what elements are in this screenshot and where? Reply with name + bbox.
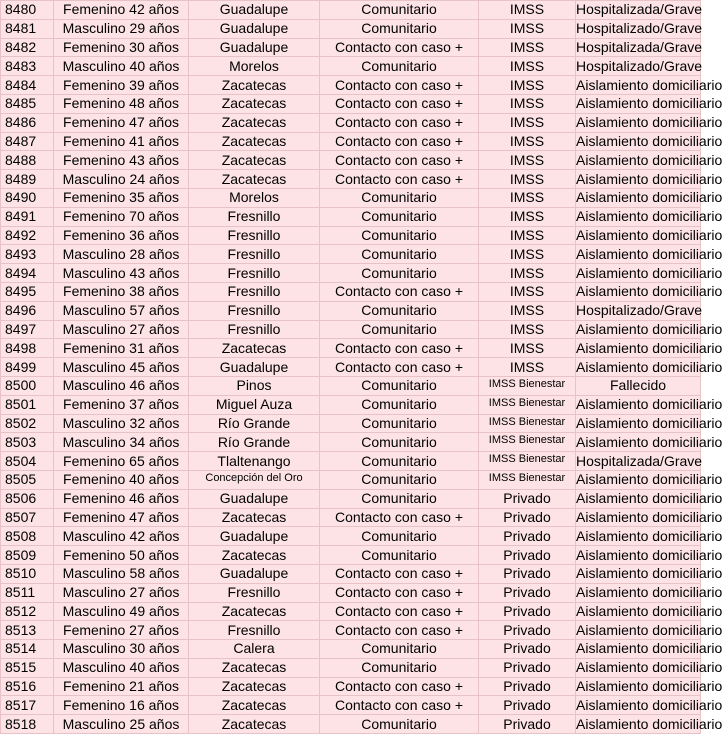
transmission-cell: Contacto con caso + xyxy=(320,583,479,602)
case-id-cell: 8489 xyxy=(1,170,54,189)
transmission-cell: Contacto con caso + xyxy=(320,170,479,189)
sex-age-cell: Femenino 70 años xyxy=(54,207,189,226)
transmission-cell: Comunitario xyxy=(320,188,479,207)
sex-age-cell: Masculino 25 años xyxy=(54,715,189,734)
table-row xyxy=(1,696,701,715)
case-id-cell: 8515 xyxy=(1,658,54,677)
institution-cell: IMSS xyxy=(479,170,576,189)
status-cell: Aislamiento domiciliario xyxy=(576,527,722,544)
status-cell: Aislamiento domiciliario xyxy=(576,508,722,525)
sex-age-cell: Femenino 65 años xyxy=(54,452,189,471)
status-cell: Aislamiento domiciliario xyxy=(576,396,722,413)
sex-age-cell: Femenino 37 años xyxy=(54,395,189,414)
institution-cell: IMSS Bienestar xyxy=(479,452,576,471)
sex-age-cell: Masculino 29 años xyxy=(54,19,189,38)
institution-cell: IMSS xyxy=(479,57,576,76)
sex-age-cell: Masculino 43 años xyxy=(54,264,189,283)
transmission-cell: Contacto con caso + xyxy=(320,132,479,151)
sex-age-cell: Masculino 24 años xyxy=(54,170,189,189)
institution-cell: Privado xyxy=(479,564,576,583)
status-cell: Aislamiento domiciliario xyxy=(576,95,722,112)
case-id-cell: 8493 xyxy=(1,245,54,264)
case-id-cell: 8492 xyxy=(1,226,54,245)
transmission-cell: Contacto con caso + xyxy=(320,602,479,621)
transmission-cell: Comunitario xyxy=(320,207,479,226)
status-cell: Aislamiento domiciliario xyxy=(576,584,722,601)
table-row xyxy=(1,151,701,170)
table-row xyxy=(1,621,701,640)
status-cell: Aislamiento domiciliario xyxy=(576,283,722,300)
status-cell: Aislamiento domiciliario xyxy=(576,132,722,149)
municipality-cell: Zacatecas xyxy=(189,132,320,151)
table-row xyxy=(1,470,701,489)
case-id-cell: 8501 xyxy=(1,395,54,414)
institution-cell: Privado xyxy=(479,546,576,565)
sex-age-cell: Masculino 42 años xyxy=(54,527,189,546)
status-cell: Aislamiento domiciliario xyxy=(576,226,722,243)
institution-cell: Privado xyxy=(479,640,576,659)
municipality-cell: Guadalupe xyxy=(189,19,320,38)
table-row xyxy=(1,226,701,245)
transmission-cell: Comunitario xyxy=(320,19,479,38)
table-row xyxy=(1,658,701,677)
table-row xyxy=(1,583,701,602)
municipality-cell: Zacatecas xyxy=(189,339,320,358)
transmission-cell: Comunitario xyxy=(320,301,479,320)
case-id-cell: 8506 xyxy=(1,489,54,508)
transmission-cell: Comunitario xyxy=(320,1,479,20)
status-cell: Aislamiento domiciliario xyxy=(576,471,722,488)
institution-cell: IMSS xyxy=(479,151,576,170)
transmission-cell: Contacto con caso + xyxy=(320,282,479,301)
institution-cell: Privado xyxy=(479,621,576,640)
municipality-cell: Zacatecas xyxy=(189,170,320,189)
status-cell: Aislamiento domiciliario xyxy=(576,640,722,657)
status-cell: Hospitalizada/Grave xyxy=(576,452,703,469)
status-cell: Hospitalizado/Grave xyxy=(576,20,703,37)
status-cell: Aislamiento domiciliario xyxy=(576,621,722,638)
status-cell: Aislamiento domiciliario xyxy=(576,76,722,93)
institution-cell: IMSS xyxy=(479,19,576,38)
sex-age-cell: Femenino 35 años xyxy=(54,188,189,207)
municipality-cell: Guadalupe xyxy=(189,38,320,57)
institution-cell: Privado xyxy=(479,602,576,621)
municipality-cell: Zacatecas xyxy=(189,602,320,621)
case-id-cell: 8505 xyxy=(1,470,54,489)
institution-cell: Privado xyxy=(479,658,576,677)
status-cell: Fallecido xyxy=(576,376,701,395)
sex-age-cell: Masculino 34 años xyxy=(54,433,189,452)
table-row xyxy=(1,38,701,57)
transmission-cell: Comunitario xyxy=(320,715,479,734)
case-id-cell: 8508 xyxy=(1,527,54,546)
table-row xyxy=(1,188,701,207)
status-cell: Aislamiento domiciliario xyxy=(576,659,722,676)
institution-cell: IMSS Bienestar xyxy=(479,470,576,489)
status-cell: Aislamiento domiciliario xyxy=(576,245,722,262)
status-cell: Aislamiento domiciliario xyxy=(576,114,722,131)
status-cell: Aislamiento domiciliario xyxy=(576,414,722,431)
case-id-cell: 8510 xyxy=(1,564,54,583)
sex-age-cell: Masculino 57 años xyxy=(54,301,189,320)
transmission-cell: Comunitario xyxy=(320,226,479,245)
sex-age-cell: Femenino 47 años xyxy=(54,508,189,527)
institution-cell: IMSS Bienestar xyxy=(479,376,576,395)
status-cell: Aislamiento domiciliario xyxy=(576,490,722,507)
transmission-cell: Comunitario xyxy=(320,452,479,471)
sex-age-cell: Masculino 28 años xyxy=(54,245,189,264)
sex-age-cell: Femenino 36 años xyxy=(54,226,189,245)
sex-age-cell: Masculino 40 años xyxy=(54,658,189,677)
institution-cell: IMSS xyxy=(479,320,576,339)
sex-age-cell: Masculino 58 años xyxy=(54,564,189,583)
sex-age-cell: Femenino 39 años xyxy=(54,76,189,95)
municipality-cell: Fresnillo xyxy=(189,301,320,320)
sex-age-cell: Femenino 16 años xyxy=(54,696,189,715)
case-id-cell: 8494 xyxy=(1,264,54,283)
sex-age-cell: Femenino 50 años xyxy=(54,546,189,565)
municipality-cell: Fresnillo xyxy=(189,282,320,301)
sex-age-cell: Femenino 31 años xyxy=(54,339,189,358)
table-row xyxy=(1,1,701,20)
table-row xyxy=(1,170,701,189)
sex-age-cell: Masculino 40 años xyxy=(54,57,189,76)
institution-cell: IMSS xyxy=(479,207,576,226)
sex-age-cell: Femenino 40 años xyxy=(54,470,189,489)
case-id-cell: 8500 xyxy=(1,376,54,395)
table-row xyxy=(1,452,701,471)
municipality-cell: Zacatecas xyxy=(189,76,320,95)
status-cell: Aislamiento domiciliario xyxy=(576,358,722,375)
sex-age-cell: Masculino 32 años xyxy=(54,414,189,433)
sex-age-cell: Femenino 41 años xyxy=(54,132,189,151)
case-id-cell: 8509 xyxy=(1,546,54,565)
municipality-cell: Fresnillo xyxy=(189,264,320,283)
transmission-cell: Contacto con caso + xyxy=(320,76,479,95)
sex-age-cell: Femenino 46 años xyxy=(54,489,189,508)
institution-cell: IMSS xyxy=(479,188,576,207)
case-id-cell: 8502 xyxy=(1,414,54,433)
municipality-cell: Calera xyxy=(189,640,320,659)
status-cell: Hospitalizada/Grave xyxy=(576,1,703,18)
sex-age-cell: Masculino 30 años xyxy=(54,640,189,659)
table-row xyxy=(1,19,701,38)
table-row xyxy=(1,395,701,414)
case-id-cell: 8511 xyxy=(1,583,54,602)
status-cell: Aislamiento domiciliario xyxy=(576,339,722,356)
municipality-cell: Tlaltenango xyxy=(189,452,320,471)
institution-cell: Privado xyxy=(479,489,576,508)
transmission-cell: Contacto con caso + xyxy=(320,621,479,640)
municipality-cell: Guadalupe xyxy=(189,527,320,546)
case-id-cell: 8488 xyxy=(1,151,54,170)
transmission-cell: Contacto con caso + xyxy=(320,113,479,132)
transmission-cell: Comunitario xyxy=(320,57,479,76)
municipality-cell: Río Grande xyxy=(189,414,320,433)
status-cell: Aislamiento domiciliario xyxy=(576,170,722,187)
sex-age-cell: Masculino 49 años xyxy=(54,602,189,621)
sex-age-cell: Femenino 21 años xyxy=(54,677,189,696)
transmission-cell: Comunitario xyxy=(320,376,479,395)
institution-cell: IMSS xyxy=(479,264,576,283)
case-id-cell: 8516 xyxy=(1,677,54,696)
sex-age-cell: Masculino 45 años xyxy=(54,358,189,377)
table-row xyxy=(1,508,701,527)
municipality-cell: Concepción del Oro xyxy=(189,470,320,489)
status-cell: Aislamiento domiciliario xyxy=(576,678,722,695)
case-id-cell: 8483 xyxy=(1,57,54,76)
transmission-cell: Comunitario xyxy=(320,320,479,339)
case-id-cell: 8517 xyxy=(1,696,54,715)
case-id-cell: 8512 xyxy=(1,602,54,621)
municipality-cell: Guadalupe xyxy=(189,489,320,508)
institution-cell: IMSS xyxy=(479,76,576,95)
case-id-cell: 8480 xyxy=(1,1,54,20)
transmission-cell: Contacto con caso + xyxy=(320,94,479,113)
status-cell: Aislamiento domiciliario xyxy=(576,696,722,713)
case-id-cell: 8482 xyxy=(1,38,54,57)
transmission-cell: Contacto con caso + xyxy=(320,38,479,57)
case-id-cell: 8507 xyxy=(1,508,54,527)
case-id-cell: 8495 xyxy=(1,282,54,301)
municipality-cell: Zacatecas xyxy=(189,94,320,113)
municipality-cell: Zacatecas xyxy=(189,696,320,715)
municipality-cell: Zacatecas xyxy=(189,113,320,132)
municipality-cell: Miguel Auza xyxy=(189,395,320,414)
institution-cell: Privado xyxy=(479,715,576,734)
institution-cell: IMSS xyxy=(479,38,576,57)
status-cell: Aislamiento domiciliario xyxy=(576,602,722,619)
case-id-cell: 8498 xyxy=(1,339,54,358)
status-cell: Aislamiento domiciliario xyxy=(576,208,722,225)
case-id-cell: 8484 xyxy=(1,76,54,95)
case-id-cell: 8487 xyxy=(1,132,54,151)
table-row xyxy=(1,527,701,546)
case-id-cell: 8503 xyxy=(1,433,54,452)
transmission-cell: Comunitario xyxy=(320,658,479,677)
case-id-cell: 8514 xyxy=(1,640,54,659)
case-id-cell: 8485 xyxy=(1,94,54,113)
table-row xyxy=(1,245,701,264)
case-id-cell: 8496 xyxy=(1,301,54,320)
table-row xyxy=(1,677,701,696)
sex-age-cell: Femenino 47 años xyxy=(54,113,189,132)
municipality-cell: Río Grande xyxy=(189,433,320,452)
sex-age-cell: Masculino 46 años xyxy=(54,376,189,395)
institution-cell: IMSS xyxy=(479,282,576,301)
municipality-cell: Guadalupe xyxy=(189,358,320,377)
transmission-cell: Comunitario xyxy=(320,470,479,489)
case-id-cell: 8513 xyxy=(1,621,54,640)
transmission-cell: Contacto con caso + xyxy=(320,358,479,377)
sex-age-cell: Femenino 38 años xyxy=(54,282,189,301)
case-id-cell: 8481 xyxy=(1,19,54,38)
institution-cell: IMSS Bienestar xyxy=(479,395,576,414)
institution-cell: IMSS Bienestar xyxy=(479,433,576,452)
sex-age-cell: Femenino 48 años xyxy=(54,94,189,113)
institution-cell: Privado xyxy=(479,677,576,696)
table-row xyxy=(1,94,701,113)
table-row xyxy=(1,433,701,452)
institution-cell: IMSS xyxy=(479,94,576,113)
table-row xyxy=(1,207,701,226)
table-row xyxy=(1,76,701,95)
status-cell: Aislamiento domiciliario xyxy=(576,433,722,450)
municipality-cell: Fresnillo xyxy=(189,583,320,602)
municipality-cell: Fresnillo xyxy=(189,621,320,640)
institution-cell: IMSS xyxy=(479,358,576,377)
table-row xyxy=(1,640,701,659)
table-row xyxy=(1,339,701,358)
municipality-cell: Zacatecas xyxy=(189,508,320,527)
table-row xyxy=(1,132,701,151)
table-row xyxy=(1,564,701,583)
transmission-cell: Comunitario xyxy=(320,433,479,452)
transmission-cell: Comunitario xyxy=(320,264,479,283)
institution-cell: Privado xyxy=(479,508,576,527)
status-cell: Aislamiento domiciliario xyxy=(576,546,722,563)
municipality-cell: Guadalupe xyxy=(189,1,320,20)
institution-cell: IMSS Bienestar xyxy=(479,414,576,433)
municipality-cell: Zacatecas xyxy=(189,151,320,170)
status-cell: Aislamiento domiciliario xyxy=(576,320,722,337)
sex-age-cell: Masculino 27 años xyxy=(54,583,189,602)
institution-cell: IMSS xyxy=(479,301,576,320)
transmission-cell: Contacto con caso + xyxy=(320,339,479,358)
status-cell: Aislamiento domiciliario xyxy=(576,715,722,732)
municipality-cell: Fresnillo xyxy=(189,207,320,226)
table-row xyxy=(1,320,701,339)
municipality-cell: Zacatecas xyxy=(189,715,320,734)
transmission-cell: Comunitario xyxy=(320,245,479,264)
transmission-cell: Comunitario xyxy=(320,546,479,565)
table-row xyxy=(1,546,701,565)
transmission-cell: Contacto con caso + xyxy=(320,151,479,170)
table-row xyxy=(1,264,701,283)
case-id-cell: 8486 xyxy=(1,113,54,132)
case-id-cell: 8518 xyxy=(1,715,54,734)
case-id-cell: 8504 xyxy=(1,452,54,471)
municipality-cell: Zacatecas xyxy=(189,677,320,696)
municipality-cell: Fresnillo xyxy=(189,245,320,264)
institution-cell: IMSS xyxy=(479,1,576,20)
transmission-cell: Contacto con caso + xyxy=(320,677,479,696)
transmission-cell: Comunitario xyxy=(320,395,479,414)
status-cell: Aislamiento domiciliario xyxy=(576,151,722,168)
municipality-cell: Morelos xyxy=(189,188,320,207)
institution-cell: IMSS xyxy=(479,226,576,245)
transmission-cell: Contacto con caso + xyxy=(320,508,479,527)
institution-cell: IMSS xyxy=(479,113,576,132)
institution-cell: IMSS xyxy=(479,339,576,358)
municipality-cell: Zacatecas xyxy=(189,546,320,565)
sex-age-cell: Femenino 43 años xyxy=(54,151,189,170)
institution-cell: Privado xyxy=(479,527,576,546)
table-row xyxy=(1,376,701,395)
municipality-cell: Pinos xyxy=(189,376,320,395)
table-row xyxy=(1,113,701,132)
status-cell: Hospitalizada/Grave xyxy=(576,38,703,55)
table-row xyxy=(1,414,701,433)
institution-cell: Privado xyxy=(479,583,576,602)
transmission-cell: Comunitario xyxy=(320,489,479,508)
case-id-cell: 8499 xyxy=(1,358,54,377)
case-id-cell: 8490 xyxy=(1,188,54,207)
table-row xyxy=(1,602,701,621)
status-cell: Hospitalizado/Grave xyxy=(576,57,703,74)
transmission-cell: Comunitario xyxy=(320,640,479,659)
table-row xyxy=(1,282,701,301)
cases-table-body xyxy=(1,1,722,734)
municipality-cell: Zacatecas xyxy=(189,658,320,677)
case-id-cell: 8491 xyxy=(1,207,54,226)
municipality-cell: Fresnillo xyxy=(189,226,320,245)
transmission-cell: Comunitario xyxy=(320,527,479,546)
sex-age-cell: Femenino 27 años xyxy=(54,621,189,640)
table-row xyxy=(1,57,701,76)
table-row xyxy=(1,358,701,377)
sex-age-cell: Femenino 42 años xyxy=(54,1,189,20)
status-cell: Aislamiento domiciliario xyxy=(576,565,722,582)
status-cell: Aislamiento domiciliario xyxy=(576,264,722,281)
table-row xyxy=(1,715,701,734)
institution-cell: IMSS xyxy=(479,132,576,151)
transmission-cell: Comunitario xyxy=(320,414,479,433)
table-row xyxy=(1,301,701,320)
table-row xyxy=(1,489,701,508)
institution-cell: IMSS xyxy=(479,245,576,264)
status-cell: Hospitalizado/Grave xyxy=(576,302,703,319)
institution-cell: Privado xyxy=(479,696,576,715)
municipality-cell: Morelos xyxy=(189,57,320,76)
status-cell: Aislamiento domiciliario xyxy=(576,189,722,206)
sex-age-cell: Masculino 27 años xyxy=(54,320,189,339)
case-id-cell: 8497 xyxy=(1,320,54,339)
transmission-cell: Contacto con caso + xyxy=(320,696,479,715)
sex-age-cell: Femenino 30 años xyxy=(54,38,189,57)
transmission-cell: Contacto con caso + xyxy=(320,564,479,583)
municipality-cell: Guadalupe xyxy=(189,564,320,583)
municipality-cell: Fresnillo xyxy=(189,320,320,339)
